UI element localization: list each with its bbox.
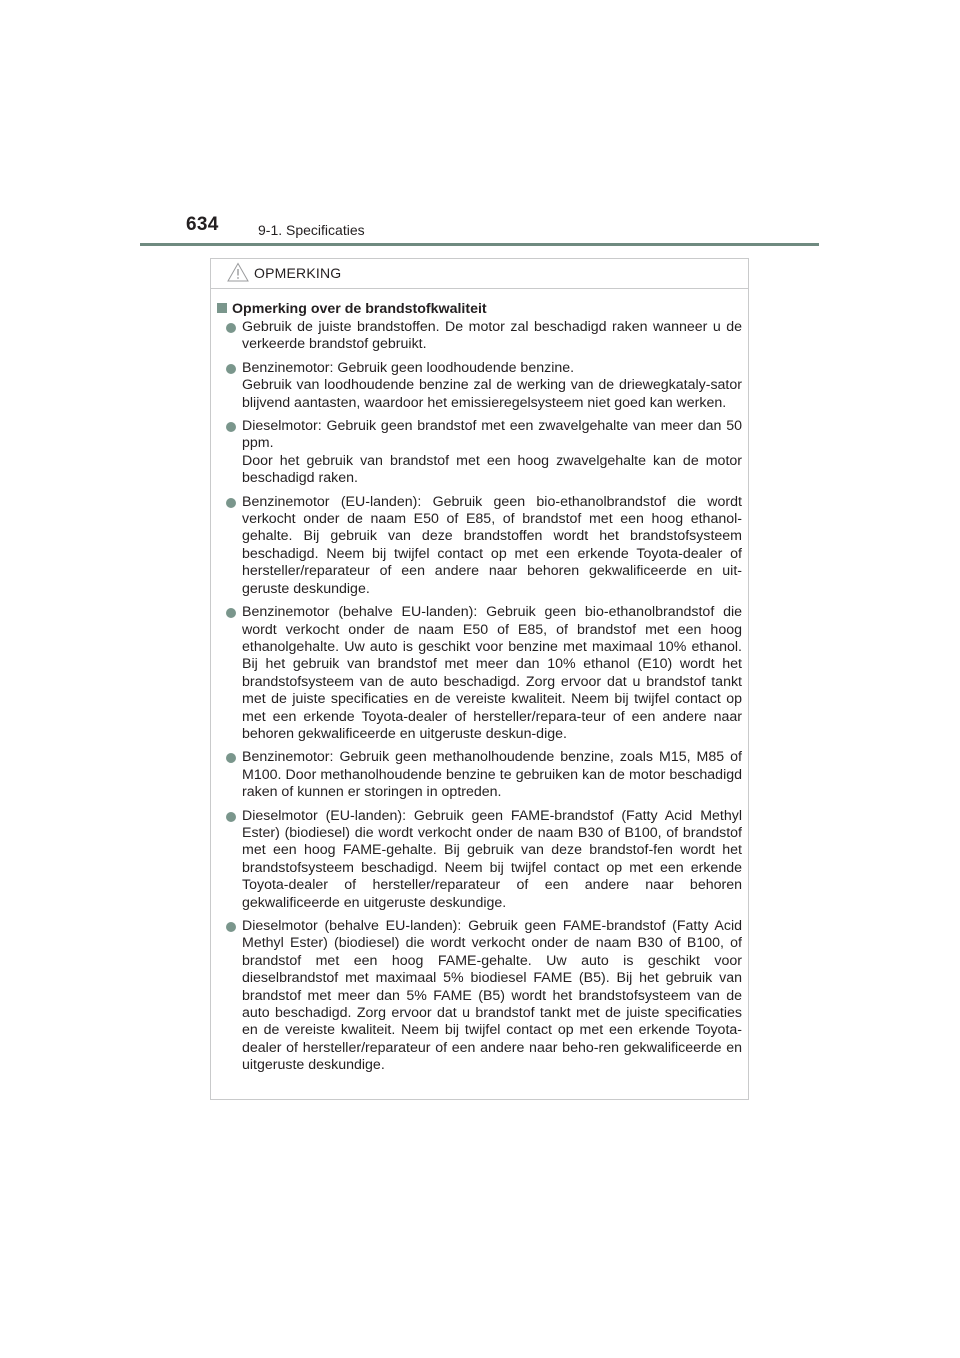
list-item-text: Benzinemotor: Gebruik geen loodhoudende benzine.: [242, 359, 575, 376]
list-item-text: Dieselmotor (EU-landen): Gebruik geen FAME-brandstof (Fatty Acid Methyl Ester) (biodiesel) die wordt verkocht onder de naam B30 of B100, of brandstof met een hoog FAME-gehalte. Bij gebruik van deze brandstof-fen wordt het brandstofsysteem beschadigd. Neem bij twijfel contact op met een erkende Toyota-dealer of hersteller/reparateur of een andere naar behoren gekwalificeerde en uitgeruste deskundige.: [242, 807, 742, 911]
list-item: [217, 418, 742, 488]
circle-bullet-icon: [226, 364, 236, 374]
circle-bullet-icon: [226, 608, 236, 618]
circle-bullet-icon: [226, 922, 236, 932]
list-item: [217, 604, 742, 743]
list-item: [217, 319, 742, 354]
list-item-text: Benzinemotor (behalve EU-landen): Gebruik geen bio-ethanolbrandstof die wordt verkocht onder de naam E50 of E85, of brandstof met een hoog ethanolgehalte. Uw auto is geschikt voor benzine met maximaal 10% ethanol. Bij het gebruik van brandstof met meer dan 10% ethanol (E10) wordt het brandstofsysteem van de auto beschadigd. Zorg ervoor dat u brandstof tankt met de juiste specificaties en de vereiste kwaliteit. Neem bij twijfel contact op met een erkende Toyota-dealer of hersteller/repara-teur of een andere naar behoren gekwalificeerde en uitgeruste deskun-dige.: [242, 604, 742, 742]
note-header: [211, 259, 748, 289]
list-item-text: Dieselmotor: Gebruik geen brandstof met een zwavelgehalte van meer dan 50 ppm.: [242, 418, 742, 452]
circle-bullet-icon: [226, 753, 236, 763]
header-rule: [140, 243, 819, 246]
warning-triangle-icon: [227, 262, 249, 282]
list-item-text: Benzinemotor: Gebruik geen methanolhoudende benzine, zoals M15, M85 of M100. Door methanolhoudende benzine te gebruiken kan de motor beschadigd raken of kunnen er storingen in optreden.: [242, 749, 742, 801]
note-body: [211, 289, 748, 1075]
list-item-text: Benzinemotor (EU-landen): Gebruik geen bio-ethanolbrandstof die wordt verkocht onder de naam E50 of E85, of brandstof met een hoog ethanol-gehalte. Bij gebruik van deze brandstoffen wordt het brandstofsysteem beschadigd. Neem bij twijfel contact op met een erkende Toyota-dealer of hersteller/reparateur of een andere naar behoren gekwalificeerde en uit-geruste deskundige.: [242, 493, 742, 597]
list-item: [217, 808, 742, 912]
circle-bullet-icon: [226, 498, 236, 508]
note-list: [217, 319, 742, 1075]
page-number: 634: [186, 214, 219, 235]
list-item-text: Door het gebruik van brandstof met een hoog zwavelgehalte kan de motor beschadigd raken.: [242, 452, 742, 487]
note-heading: [217, 301, 742, 318]
list-item: [217, 494, 742, 598]
circle-bullet-icon: [226, 812, 236, 822]
note-label: OPMERKING: [254, 265, 342, 281]
circle-bullet-icon: [226, 323, 236, 333]
list-item: [217, 918, 742, 1075]
list-item: [217, 360, 742, 412]
square-bullet-icon: [217, 303, 227, 313]
list-item: [217, 749, 742, 801]
note-heading-text: Opmerking over de brandstofkwaliteit: [232, 301, 487, 317]
list-item-text: Gebruik van loodhoudende benzine zal de werking van de driewegkataly-sator blijvend aantasten, waardoor het emissieregelsysteem niet goed kan werken.: [242, 377, 742, 411]
list-item-text: Gebruik de juiste brandstoffen. De motor zal beschadigd raken wanneer u de verkeerde brandstof gebruikt.: [242, 319, 742, 353]
list-item-text: Dieselmotor (behalve EU-landen): Gebruik geen FAME-brandstof (Fatty Acid Methyl Ester) (biodiesel) die wordt verkocht onder de naam B30 of B100, of brandstof met een hoog FAME-gehalte. Uw auto is geschikt voor dieselbrandstof met maximaal 5% biodiesel FAME (B5). Bij het gebruik van brandstof met meer dan 5% FAME (B5) wordt het brandstofsysteem van de auto beschadigd. Zorg ervoor dat u brandstof tankt met de juiste specificaties en de vereiste kwaliteit. Neem bij twijfel contact op met een erkende Toyota-dealer of hersteller/reparateur of een andere naar beho-ren gekwalificeerde en uitgeruste deskundige.: [242, 918, 742, 1074]
circle-bullet-icon: [226, 422, 236, 432]
section-title: 9-1. Specificaties: [258, 222, 365, 238]
note-box: [210, 258, 749, 1100]
